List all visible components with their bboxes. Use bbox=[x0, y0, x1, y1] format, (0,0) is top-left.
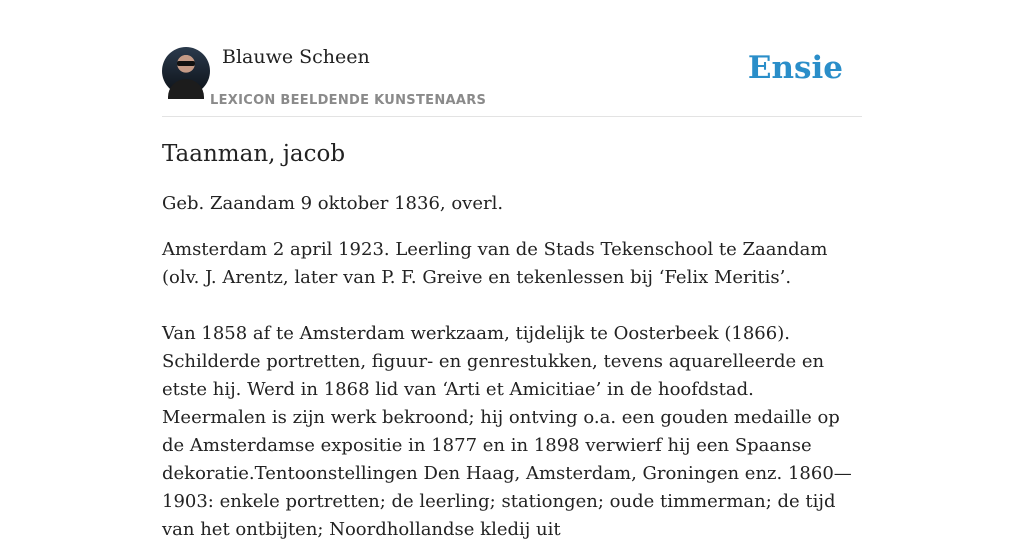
section-label[interactable]: LEXICON BEELDENDE KUNSTENAARS bbox=[210, 93, 487, 108]
article-paragraph: Van 1858 af te Amsterdam werkzaam, tijdelijk te Oosterbeek (1866). Schilderde portretten, figuur- en genrestukken, tevens aquarelleerde en etste hij. Werd in 1868 lid van ‘Arti et Amicitiae’ in de hoofdstad. Meermalen is zijn werk bekroond; hij ontving o.a. een gouden medaille op de Amsterdamse expositie in 1877 en in 1898 verwierf hij een Spaanse dekoratie.Tentoonstellingen Den Haag, Amsterdam, Groningen enz. 1860—1903: enkele portretten; de leerling; stationgen; oude timmerman; de tijd van het ontbijten; Noordhollandse kledij uit bbox=[162, 323, 852, 540]
article-lead: Geb. Zaandam 9 oktober 1836, overl. bbox=[162, 193, 504, 214]
article-paragraph: Amsterdam 2 april 1923. Leerling van de Stads Tekenschool te Zaandam (olv. J. Arentz, later van P. F. Greive en tekenlessen bij ‘Felix Meritis’. bbox=[162, 239, 828, 288]
ensie-logo[interactable]: Ensie bbox=[747, 50, 843, 86]
header bbox=[162, 0, 862, 117]
avatar-glasses bbox=[177, 61, 195, 66]
article-content bbox=[162, 138, 862, 544]
author-avatar[interactable] bbox=[162, 47, 210, 95]
article-title: Taanman, jacob bbox=[162, 141, 346, 167]
avatar-shirt bbox=[168, 79, 204, 99]
author-name[interactable]: Blauwe Scheen bbox=[222, 46, 370, 68]
